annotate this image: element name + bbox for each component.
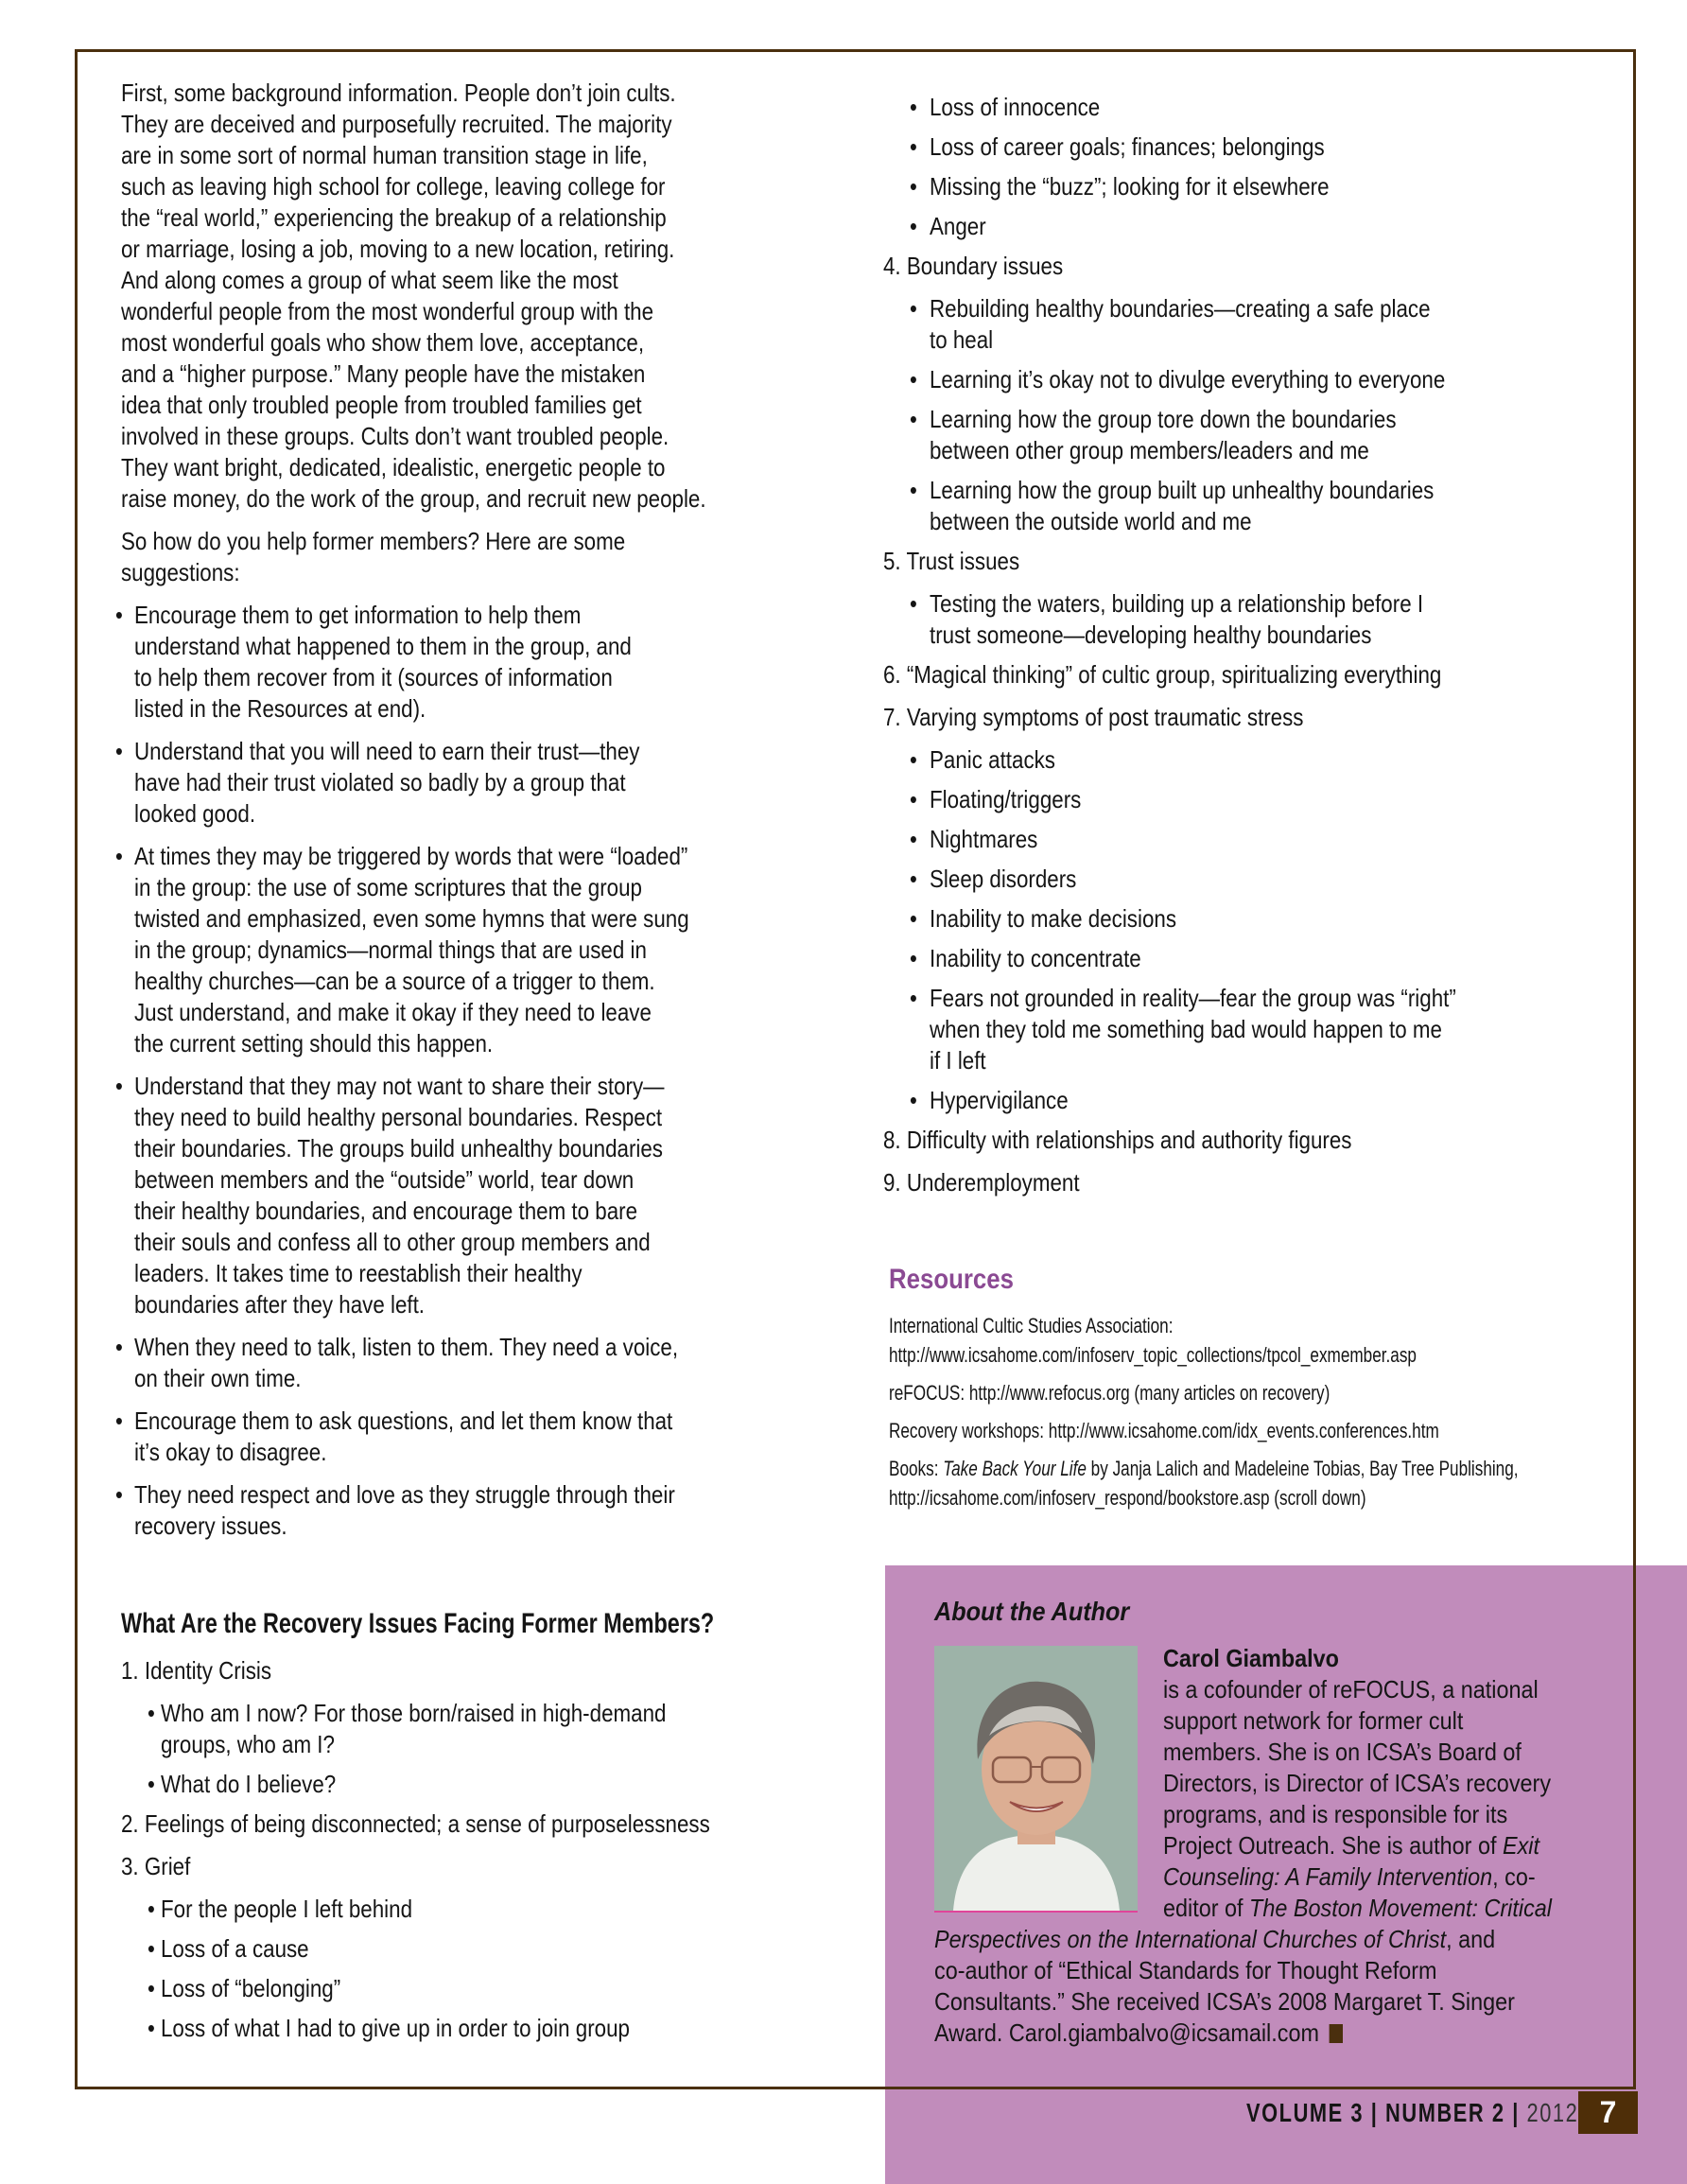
bullet-icon: • [910,944,917,972]
page-number: 7 [1578,2091,1638,2134]
intro-paragraph-line: involved in these groups. Cults don’t want troubled people. [121,422,670,450]
bio-text: Project Outreach. She is author of [1163,1831,1503,1860]
bio-text: editor of [1163,1894,1250,1922]
issue-bullet-line: groups, who am I? [161,1730,335,1758]
issue-bullet-line: Missing the “buzz”; looking for it elsewhere [930,172,1330,201]
resource-link[interactable]: http://www.icsahome.com/infoserv_topic_collections/tpcol_exmember.asp [889,1343,1417,1367]
bio-line [1163,1705,1463,1737]
issue-bullet-line: Loss of what I had to give up in order to join group [161,2014,630,2042]
resource-label: Books: [889,1457,944,1480]
suggestion-line: it’s okay to disagree. [134,1438,327,1466]
bullet-icon: • [148,1770,155,1798]
suggestion-line: their souls and confess all to other group members and [134,1228,651,1256]
footer-volume: VOLUME 3 | NUMBER 2 | [1246,2098,1527,2127]
bio-text: Directors, is Director of ICSA’s recovery [1163,1769,1552,1797]
footer-issue-info [1246,2098,1578,2128]
bio-line [1163,1861,1536,1893]
bullet-icon: • [910,132,917,161]
intro-paragraph-line: They are deceived and purposefully recruited. The majority [121,110,672,138]
bio-italic-title: Perspectives on the International Churches of Christ [934,1925,1447,1953]
issue-bullet-line: Loss of innocence [930,93,1101,121]
bio-text: co-author of “Ethical Standards for Thought Reform [934,1956,1437,1984]
suggestion-line: to help them recover from it (sources of information [134,663,613,691]
bio-text: Consultants.” She received ICSA’s 2008 Margaret T. Singer [934,1987,1515,2016]
bio-text: is a cofounder of reFOCUS, a national [1163,1675,1539,1704]
intro-paragraph-line: most wonderful goals who show them love, acceptance, [121,328,645,357]
bullet-icon: • [910,212,917,240]
author-name: Carol Giambalvo [1163,1644,1339,1672]
issue-heading: 2. Feelings of being disconnected; a sense of purposelessness [121,1809,710,1838]
question-paragraph-line: suggestions: [121,558,240,586]
bullet-icon: • [115,842,123,870]
bullet-icon: • [910,589,917,618]
intro-paragraph-line: or marriage, losing a job, moving to a new location, retiring. [121,235,675,263]
suggestion-line: their healthy boundaries, and encourage them to bare [134,1197,638,1225]
suggestion-line: listed in the Resources at end). [134,694,426,723]
issue-heading: 6. “Magical thinking” of cultic group, spiritualizing everything [883,660,1442,689]
issue-bullet-line: Learning how the group built up unhealthy boundaries [930,476,1435,504]
suggestion-line: they need to build healthy personal boundaries. Respect [134,1103,663,1131]
suggestion-line: between members and the “outside” world, tear down [134,1165,635,1194]
bullet-icon: • [910,904,917,933]
bio-line [1163,1768,1551,1799]
bio-text: support network for former cult [1163,1706,1464,1735]
issue-bullet-line: Loss of a cause [161,1934,309,1963]
bullet-icon: • [148,1934,155,1963]
bio-text: , and [1446,1925,1496,1953]
intro-paragraph-line: First, some background information. People don’t join cults. [121,79,676,107]
suggestion-line: in the group; dynamics—normal things that are used in [134,935,647,964]
resource-line: International Cultic Studies Association: [889,1314,1174,1337]
bio-line [934,1955,1437,1986]
suggestion-line: Understand that they may not want to share their story— [134,1072,665,1100]
bio-text: programs, and is responsible for its [1163,1800,1508,1828]
intro-paragraph-line: And along comes a group of what seem like the most [121,266,618,294]
suggestion-line: recovery issues. [134,1511,287,1540]
intro-paragraph-line: idea that only troubled people from troubled families get [121,391,642,419]
suggestion-line: their boundaries. The groups build unhealthy boundaries [134,1134,663,1162]
issue-bullet-line: Inability to concentrate [930,944,1141,972]
suggestion-line: They need respect and love as they struggle through their [134,1480,675,1509]
intro-paragraph-line: and a “higher purpose.” Many people have the mistaken [121,359,646,388]
bullet-icon: • [910,785,917,813]
suggestion-line: understand what happened to them in the group, and [134,632,632,660]
bio-line [1163,1830,1539,1861]
book-title: Take Back Your Life [943,1457,1087,1480]
bullet-icon: • [148,1895,155,1923]
issue-heading: 4. Boundary issues [883,252,1064,280]
bullet-icon: • [148,1974,155,2002]
issue-heading: 9. Underemployment [883,1168,1080,1197]
issue-heading: 7. Varying symptoms of post traumatic stress [883,703,1304,731]
suggestion-line: Encourage them to get information to help them [134,601,582,629]
bio-line [934,2018,1343,2049]
resource-line[interactable]: reFOCUS: http://www.refocus.org (many articles on recovery) [889,1381,1330,1405]
bio-text: Award. Carol.giambalvo@icsamail.com [934,2018,1319,2047]
issue-bullet-line: to heal [930,325,994,354]
resource-link[interactable]: http://icsahome.com/infoserv_respond/bookstore.asp (scroll down) [889,1486,1366,1510]
bullet-icon: • [910,745,917,774]
issue-bullet-line: when they told me something bad would happen to me [930,1015,1442,1043]
issue-bullet-line: Sleep disorders [930,865,1077,893]
resources-heading: Resources [889,1264,1014,1295]
issue-bullet-line: Panic attacks [930,745,1055,774]
suggestion-line: looked good. [134,799,256,828]
question-paragraph-line: So how do you help former members? Here are some [121,527,626,555]
issue-bullet-line: What do I believe? [161,1770,337,1798]
about-author-heading: About the Author [934,1597,1130,1626]
bullet-icon: • [910,1086,917,1114]
issue-bullet-line: Loss of “belonging” [161,1974,341,2002]
suggestion-line: leaders. It takes time to reestablish their healthy [134,1259,583,1287]
bio-line [1163,1799,1507,1830]
suggestion-line: boundaries after they have left. [134,1290,426,1319]
suggestion-line: healthy churches—can be a source of a trigger to them. [134,967,655,995]
issue-heading: 5. Trust issues [883,547,1020,575]
suggestion-line: Just understand, and make it okay if they need to leave [134,998,652,1026]
bio-italic-title: Exit [1502,1831,1539,1860]
intro-paragraph-line: raise money, do the work of the group, and recruit new people. [121,484,706,513]
issue-bullet-line: Testing the waters, building up a relationship before I [930,589,1424,618]
suggestion-line: on their own time. [134,1364,302,1392]
issue-bullet-line: Learning how the group tore down the boundaries [930,405,1397,433]
intro-paragraph-line: They want bright, dedicated, idealistic, energetic people to [121,453,666,481]
suggestion-line: in the group: the use of some scriptures that the group [134,873,642,901]
issue-bullet-line: Loss of career goals; finances; belongings [930,132,1325,161]
bullet-icon: • [910,365,917,393]
bullet-icon: • [115,1072,123,1100]
bio-italic-title: Counseling: A Family Intervention [1163,1862,1493,1891]
intro-paragraph-line: such as leaving high school for college, leaving college for [121,172,666,201]
issue-bullet-line: Rebuilding healthy boundaries—creating a safe place [930,294,1431,323]
issue-heading: 3. Grief [121,1852,191,1880]
issue-bullet-line: Anger [930,212,986,240]
issue-bullet-line: between other group members/leaders and me [930,436,1369,464]
issue-bullet-line: if I left [930,1046,986,1075]
end-of-article-mark-icon [1330,2024,1343,2043]
bio-line [1163,1737,1522,1768]
resource-line[interactable]: Recovery workshops: http://www.icsahome.com/idx_events.conferences.htm [889,1419,1439,1442]
issue-bullet-line: Inability to make decisions [930,904,1176,933]
bio-italic-title: The Boston Movement: Critical [1249,1894,1552,1922]
bio-line [1163,1674,1539,1705]
bullet-icon: • [115,601,123,629]
suggestion-line: Encourage them to ask questions, and let them know that [134,1406,673,1435]
issue-bullet-line: Who am I now? For those born/raised in high-demand [161,1699,667,1727]
intro-paragraph-line: are in some sort of normal human transition stage in life, [121,141,648,169]
issue-bullet-line: Hypervigilance [930,1086,1069,1114]
bio-text: , co- [1492,1862,1536,1891]
bio-line [934,1986,1515,2018]
section-heading: What Are the Recovery Issues Facing Former Members? [121,1608,715,1639]
issue-heading: 1. Identity Crisis [121,1656,272,1685]
bullet-icon: • [910,865,917,893]
suggestion-line: twisted and emphasized, even some hymns that were sung [134,904,689,933]
intro-paragraph-line: wonderful people from the most wonderful group with the [121,297,654,325]
bullet-icon: • [148,2014,155,2042]
book-authors: by Janja Lalich and Madeleine Tobias, Bay Tree Publishing, [1086,1457,1519,1480]
issue-bullet-line: For the people I left behind [161,1895,413,1923]
bullet-icon: • [910,172,917,201]
author-photo [934,1646,1138,1913]
bullet-icon: • [910,825,917,853]
suggestion-line: At times they may be triggered by words that were “loaded” [134,842,688,870]
bio-text: members. She is on ICSA’s Board of [1163,1738,1522,1766]
bullet-icon: • [910,294,917,323]
bullet-icon: • [910,405,917,433]
suggestion-line: the current setting should this happen. [134,1029,494,1057]
suggestion-line: When they need to talk, listen to them. They need a voice, [134,1333,679,1361]
bullet-icon: • [148,1699,155,1727]
suggestion-line: Understand that you will need to earn their trust—they [134,737,640,765]
bio-line [1163,1893,1552,1924]
bullet-icon: • [910,93,917,121]
bullet-icon: • [115,1333,123,1361]
bullet-icon: • [115,1480,123,1509]
issue-bullet-line: Fears not grounded in reality—fear the group was “right” [930,984,1456,1012]
bio-line [934,1924,1495,1955]
author-portrait-icon [934,1646,1138,1911]
issue-bullet-line: trust someone—developing healthy boundaries [930,620,1372,649]
intro-paragraph-line: the “real world,” experiencing the breakup of a relationship [121,203,667,232]
bullet-icon: • [910,476,917,504]
issue-bullet-line: between the outside world and me [930,507,1252,535]
resource-book-line [889,1456,1519,1482]
bullet-icon: • [115,737,123,765]
bullet-icon: • [115,1406,123,1435]
issue-bullet-line: Floating/triggers [930,785,1082,813]
suggestion-line: have had their trust violated so badly by a group that [134,768,626,796]
issue-bullet-line: Nightmares [930,825,1038,853]
issue-heading: 8. Difficulty with relationships and authority figures [883,1126,1352,1154]
footer-year: 2012 [1526,2098,1579,2127]
issue-bullet-line: Learning it’s okay not to divulge everything to everyone [930,365,1446,393]
bullet-icon: • [910,984,917,1012]
